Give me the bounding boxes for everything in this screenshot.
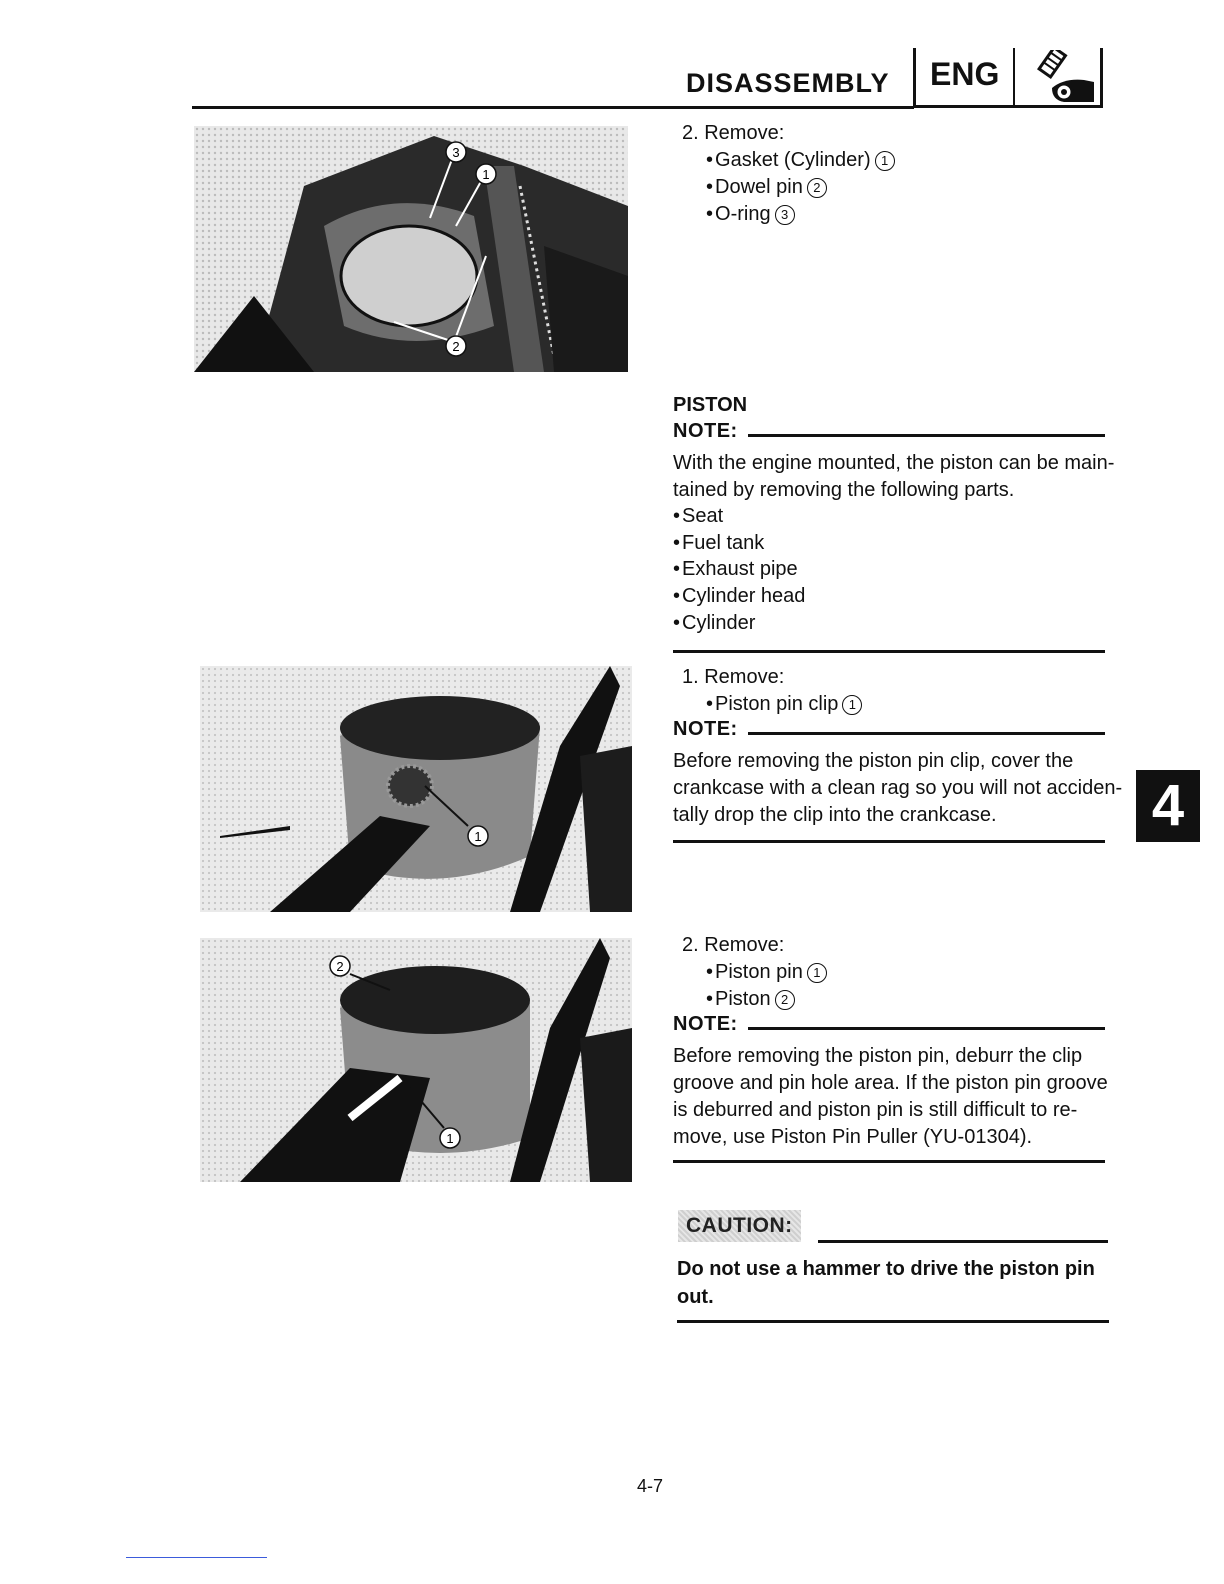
section-label: ENG [930,56,1000,92]
item-number: 2 [775,990,795,1010]
note-end-rule [673,840,1105,843]
caution-label: CAUTION: [678,1210,801,1242]
photo-cylinder-gasket [194,126,628,372]
callout-2 [446,336,466,356]
list-item: • Seat [673,503,723,530]
caution-line: out. [677,1286,714,1308]
callout-1 [476,164,496,184]
note-label: NOTE: [673,718,738,740]
note-label: NOTE: [673,420,738,442]
chapter-tab: 4 [1136,770,1200,842]
list-item: • Piston pin clip 1 [706,691,862,718]
note-end-rule [673,650,1105,653]
header-rule [192,106,914,109]
svg-text:1: 1 [482,167,490,182]
callout-3 [446,142,466,162]
svg-text:1: 1 [474,829,482,844]
step-remove-2: 1. Remove: [682,666,785,688]
list-item: • Gasket (Cylinder) 1 [706,147,895,174]
item-number: 1 [842,695,862,715]
note-line: Before removing the piston pin, deburr the clip [673,1045,1083,1067]
list-item: • Cylinder head [673,583,805,610]
item-number: 1 [807,963,827,983]
step-remove-3: 2. Remove: [682,934,785,956]
photo-piston-pin [200,938,632,1182]
callout-2 [330,956,350,976]
item-number: 2 [807,178,827,198]
note-line: Before removing the piston pin clip, cover the [673,750,1074,772]
section-heading-piston: PISTON [673,394,748,416]
note-line: tained by removing the following parts. [673,479,1015,501]
list-item: • Cylinder [673,610,755,637]
item-number: 3 [775,205,795,225]
caution-line: Do not use a hammer to drive the piston pin [677,1258,1095,1280]
list-item: • Piston pin 1 [706,959,827,986]
item-number: 1 [875,151,895,171]
caution-rule [818,1240,1108,1243]
note-rule [748,732,1105,735]
section-divider [1013,48,1015,106]
note-label: NOTE: [673,1013,738,1035]
list-item: • Fuel tank [673,530,764,557]
note-rule [748,434,1105,437]
note-line: groove and pin hole area. If the piston pin groove [673,1072,1108,1094]
caution-end-rule [677,1320,1109,1323]
note-line: is deburred and piston pin is still difficult to re- [673,1099,1078,1121]
note-line: With the engine mounted, the piston can be main- [673,452,1115,474]
list-item: • O-ring 3 [706,201,795,228]
photo-piston-clip [200,666,632,912]
list-item: • Dowel pin 2 [706,174,827,201]
callout-1 [468,826,488,846]
svg-text:3: 3 [452,145,460,160]
list-item: • Piston 2 [706,986,795,1013]
engine-icon [1024,50,1100,106]
svg-text:2: 2 [452,339,460,354]
page-number: 4-7 [637,1476,664,1496]
list-item: • Exhaust pipe [673,556,798,583]
svg-text:1: 1 [446,1131,454,1146]
note-line: move, use Piston Pin Puller (YU-01304). [673,1126,1033,1148]
note-line: tally drop the clip into the crankcase. [673,804,997,826]
note-line: crankcase with a clean rag so you will not acciden- [673,777,1123,799]
note-rule [748,1027,1105,1030]
callout-1 [440,1128,460,1148]
step-remove-1: 2. Remove: [682,122,785,144]
page-title: DISASSEMBLY [686,68,890,98]
note-end-rule [673,1160,1105,1163]
footer-line [126,1557,267,1558]
svg-text:2: 2 [336,959,344,974]
